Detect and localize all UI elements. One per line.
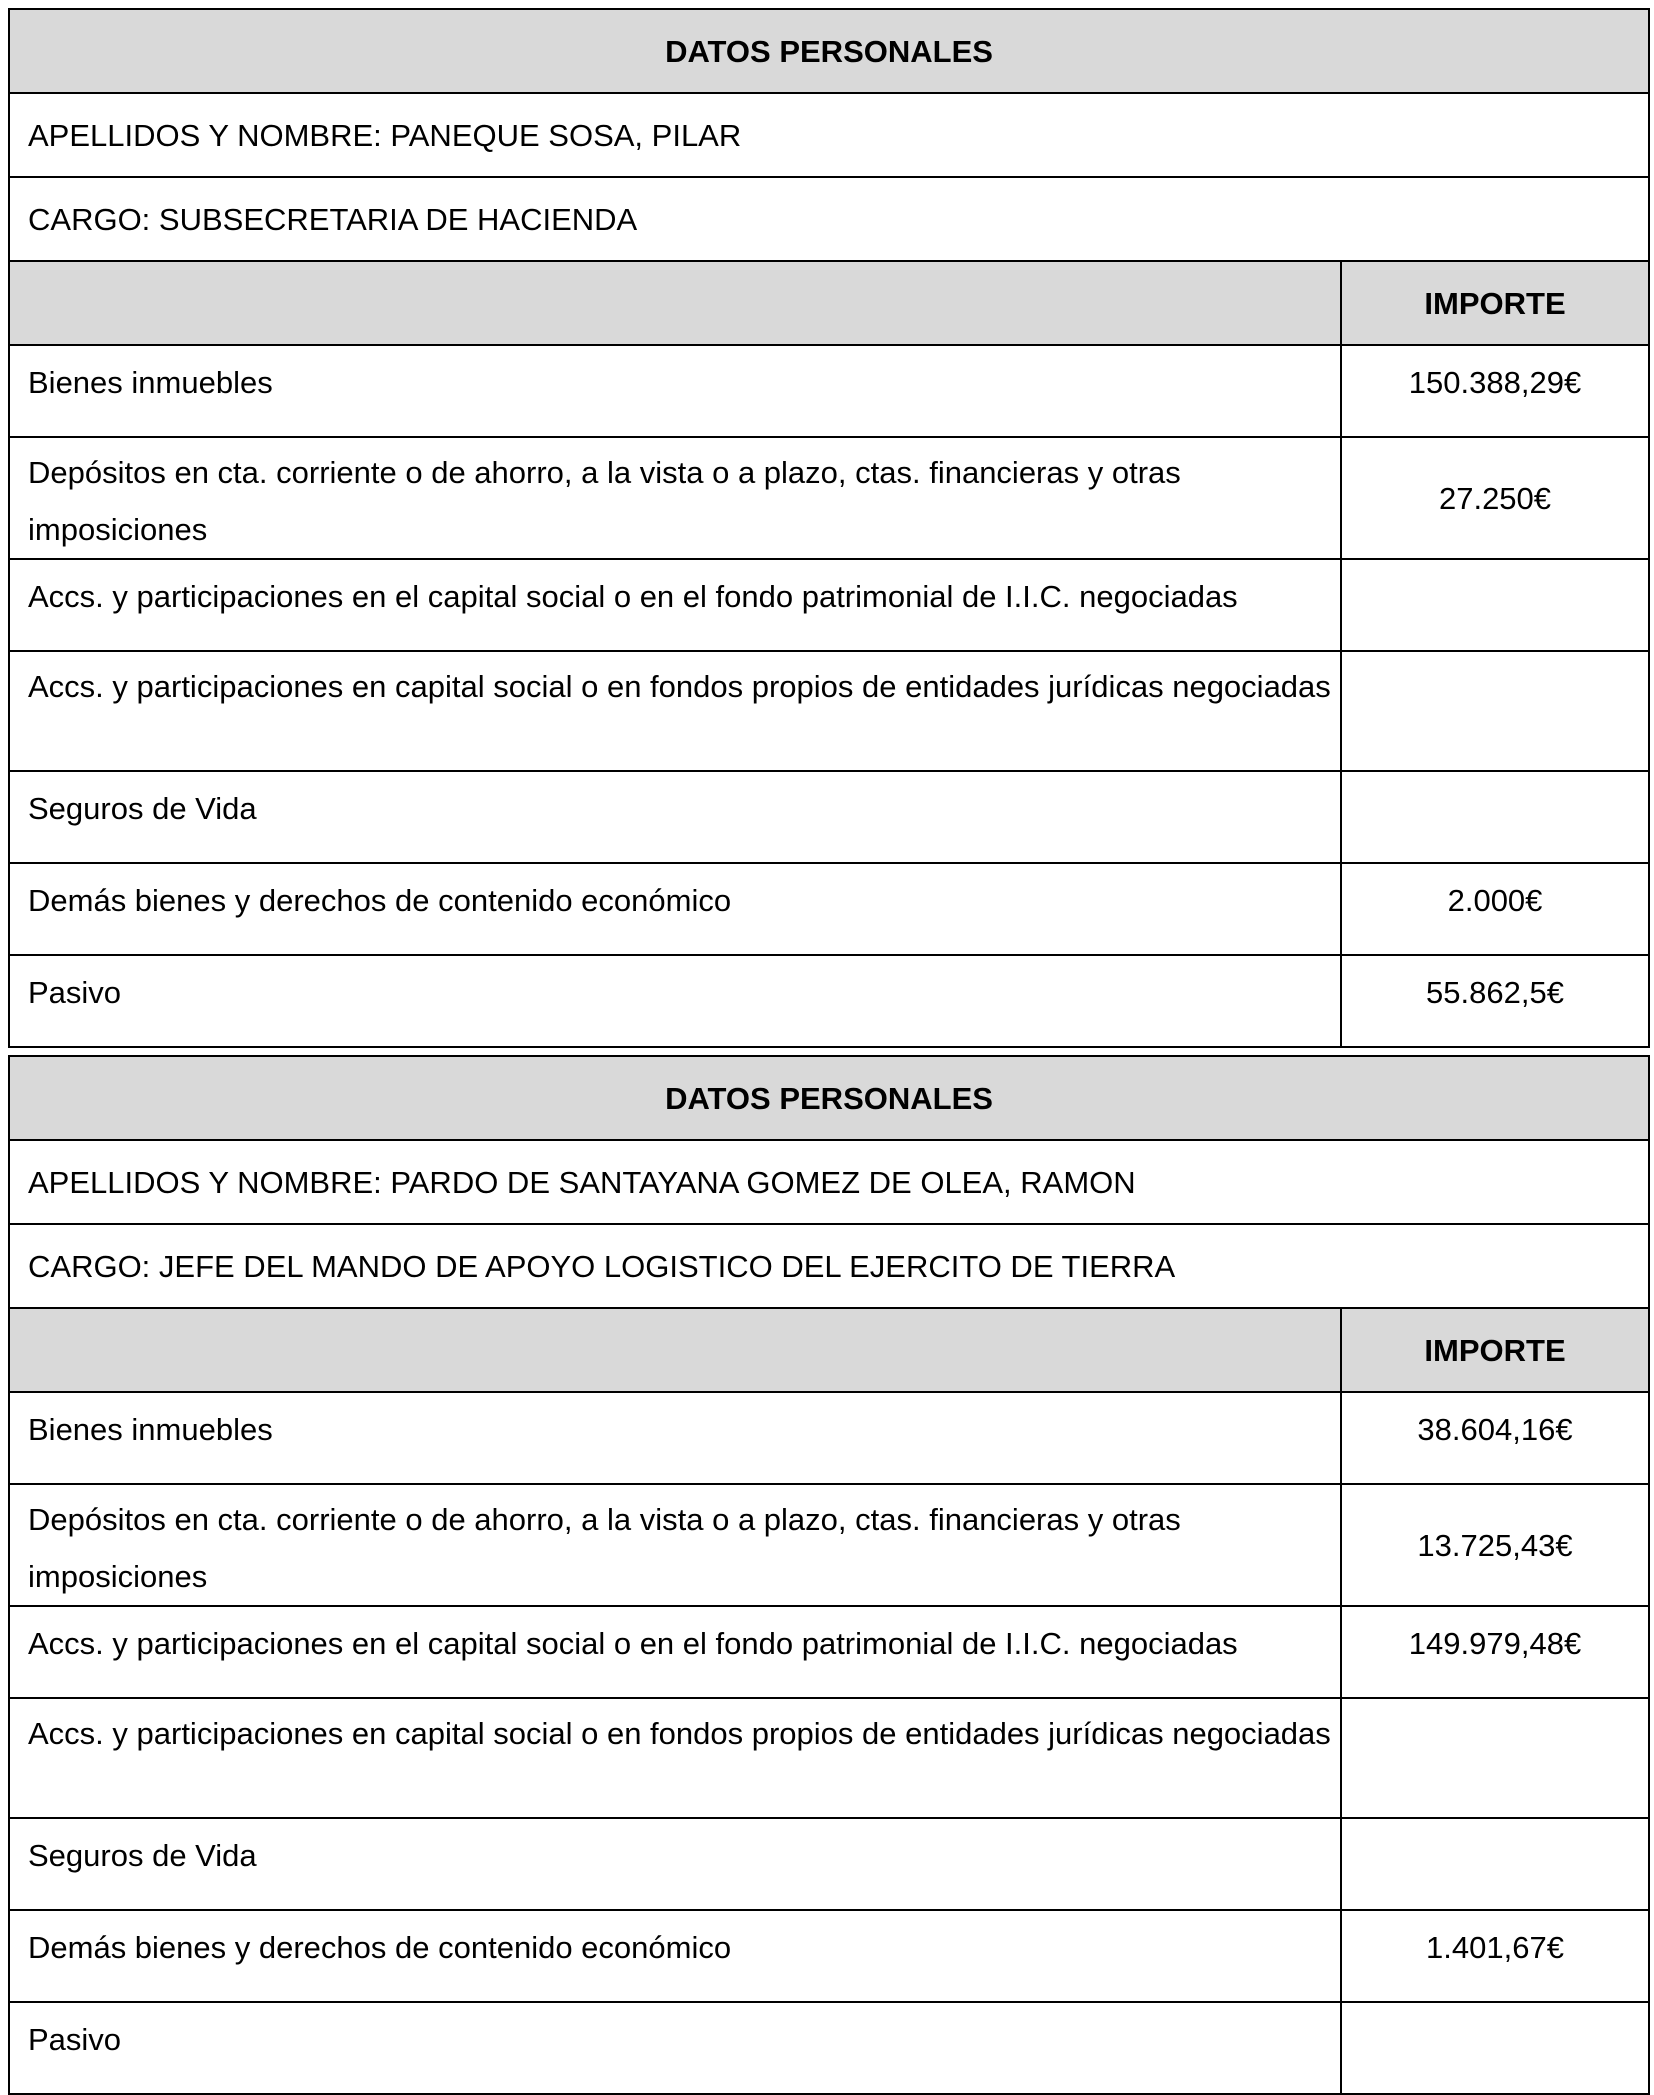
row-value: 150.388,29€ [1341,345,1649,437]
table-row [9,1484,1649,1606]
section-header: DATOS PERSONALES [9,1056,1649,1140]
declaration-table-2 [8,1055,1650,2095]
row-value [1341,1818,1649,1910]
section-header: DATOS PERSONALES [9,9,1649,93]
declaration-table-1 [8,8,1650,1048]
row-value [1341,559,1649,651]
name-line: APELLIDOS Y NOMBRE: PANEQUE SOSA, PILAR [9,93,1649,177]
row-value [1341,771,1649,863]
table-row [9,863,1649,955]
column-header-importe: IMPORTE [1341,261,1649,345]
row-label: Bienes inmuebles [9,1392,1341,1484]
row-label: Depósitos en cta. corriente o de ahorro, a la vista o a plazo, ctas. financieras y otras imposiciones [9,1484,1341,1606]
table-row [9,559,1649,651]
row-label: Seguros de Vida [9,1818,1341,1910]
row-value: 149.979,48€ [1341,1606,1649,1698]
row-value: 2.000€ [1341,863,1649,955]
table-row [9,2002,1649,2094]
table-row [9,1606,1649,1698]
column-header-blank [9,261,1341,345]
row-value: 1.401,67€ [1341,1910,1649,2002]
row-value [1341,1698,1649,1818]
row-label: Accs. y participaciones en el capital social o en el fondo patrimonial de I.I.C. negociadas [9,1606,1341,1698]
row-value [1341,651,1649,771]
cargo-line: CARGO: SUBSECRETARIA DE HACIENDA [9,177,1649,261]
row-value: 55.862,5€ [1341,955,1649,1047]
column-header-blank [9,1308,1341,1392]
row-label: Pasivo [9,955,1341,1047]
table-row [9,1392,1649,1484]
cargo-line: CARGO: JEFE DEL MANDO DE APOYO LOGISTICO DEL EJERCITO DE TIERRA [9,1224,1649,1308]
row-label: Pasivo [9,2002,1341,2094]
row-label: Depósitos en cta. corriente o de ahorro, a la vista o a plazo, ctas. financieras y otras imposiciones [9,437,1341,559]
row-label: Demás bienes y derechos de contenido económico [9,1910,1341,2002]
row-value: 13.725,43€ [1341,1484,1649,1606]
table-row [9,1698,1649,1818]
table-row [9,955,1649,1047]
table-row [9,437,1649,559]
row-label: Accs. y participaciones en el capital social o en el fondo patrimonial de I.I.C. negociadas [9,559,1341,651]
row-label: Bienes inmuebles [9,345,1341,437]
row-value [1341,2002,1649,2094]
name-line: APELLIDOS Y NOMBRE: PARDO DE SANTAYANA GOMEZ DE OLEA, RAMON [9,1140,1649,1224]
table-row [9,651,1649,771]
table-row [9,345,1649,437]
table-row [9,1910,1649,2002]
row-label: Seguros de Vida [9,771,1341,863]
row-value: 27.250€ [1341,437,1649,559]
row-label: Demás bienes y derechos de contenido económico [9,863,1341,955]
table-row [9,1818,1649,1910]
row-label: Accs. y participaciones en capital social o en fondos propios de entidades jurídicas negociadas [9,651,1341,771]
table-row [9,771,1649,863]
row-value: 38.604,16€ [1341,1392,1649,1484]
column-header-importe: IMPORTE [1341,1308,1649,1392]
row-label: Accs. y participaciones en capital social o en fondos propios de entidades jurídicas negociadas [9,1698,1341,1818]
